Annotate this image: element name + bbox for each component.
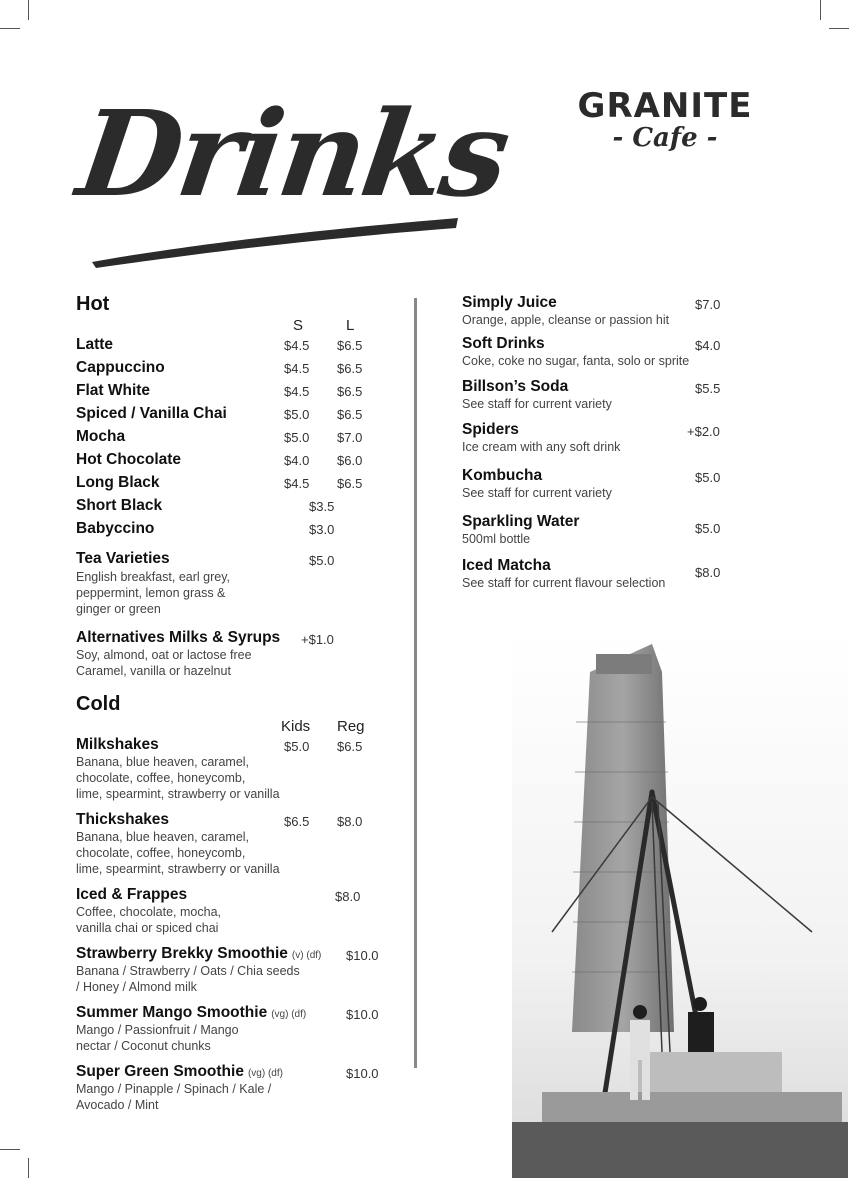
item-name: Tea Varieties	[76, 550, 170, 567]
item-name: Mocha	[76, 428, 126, 445]
crop-mark	[829, 28, 849, 29]
price-small: $5.0	[284, 407, 310, 422]
item-name: Short Black	[76, 497, 163, 514]
column-header-regular: Reg	[337, 718, 365, 735]
price-large: $7.0	[337, 430, 363, 445]
price-small: $4.5	[284, 338, 310, 353]
item-price: $5.5	[695, 381, 721, 396]
item-name: Iced & Frappes	[76, 886, 188, 903]
item-name: Flat White	[76, 382, 151, 399]
price-large: $6.5	[337, 361, 363, 376]
logo-main-text: GRANITE	[577, 86, 753, 126]
price-small: $4.5	[284, 361, 310, 376]
section-heading-cold: Cold	[76, 693, 121, 715]
item-description: Caramel, vanilla or hazelnut	[76, 664, 231, 678]
item-price: $5.0	[695, 521, 721, 536]
price-large: $6.5	[337, 407, 363, 422]
crop-mark	[0, 28, 20, 29]
item-description: Coffee, chocolate, mocha,	[76, 905, 221, 919]
item-name	[76, 1004, 306, 1022]
item-description: nectar / Coconut chunks	[76, 1039, 211, 1053]
column-header-kids: Kids	[281, 718, 311, 735]
price-small: $4.5	[284, 384, 310, 399]
granite-tower-photo	[512, 632, 848, 1178]
item-price: $8.0	[695, 565, 721, 580]
item-description: vanilla chai or spiced chai	[76, 921, 219, 935]
item-description: English breakfast, earl grey,	[76, 570, 231, 584]
price-kids: $5.0	[284, 739, 310, 754]
item-name: Spiders	[462, 421, 519, 438]
column-divider	[414, 298, 417, 1068]
price-regular: $8.0	[337, 814, 363, 829]
item-name: Milkshakes	[76, 736, 159, 753]
item-price: $10.0	[346, 1007, 379, 1022]
item-description: lime, spearmint, strawberry or vanilla	[76, 862, 280, 876]
title-block	[70, 84, 516, 275]
item-description: chocolate, coffee, honeycomb,	[76, 846, 246, 860]
item-price: $4.0	[695, 338, 721, 353]
logo-sub-text: - Cafe -	[612, 123, 718, 153]
item-name-text: Super Green Smoothie	[76, 1063, 244, 1080]
cafe-logo	[574, 88, 756, 152]
item-description: Mango / Passionfruit / Mango	[76, 1023, 239, 1037]
item-name: Iced Matcha	[462, 557, 551, 574]
item-description: See staff for current variety	[462, 486, 612, 500]
item-name: Soft Drinks	[462, 335, 545, 352]
price-small: $4.5	[284, 476, 310, 491]
item-name: Billson’s Soda	[462, 378, 569, 395]
item-description: peppermint, lemon grass &	[76, 586, 226, 600]
price-regular: $6.5	[337, 739, 363, 754]
item-description: chocolate, coffee, honeycomb,	[76, 771, 246, 785]
item-price: $3.5	[309, 499, 335, 514]
diet-tag: (vg) (df)	[271, 1009, 307, 1020]
item-name: Kombucha	[462, 467, 543, 484]
price-small: $4.0	[284, 453, 310, 468]
item-description: Orange, apple, cleanse or passion hit	[462, 313, 670, 327]
crop-mark	[820, 0, 821, 20]
item-description: Mango / Pinapple / Spinach / Kale /	[76, 1082, 272, 1096]
column-header-large: L	[346, 317, 355, 334]
price-small: $5.0	[284, 430, 310, 445]
item-description: Banana, blue heaven, caramel,	[76, 830, 250, 844]
item-description: See staff for current variety	[462, 397, 612, 411]
diet-tag: (vg) (df)	[247, 1068, 283, 1079]
column-header-small: S	[293, 317, 304, 334]
item-description: Soy, almond, oat or lactose free	[76, 648, 252, 662]
item-price: $3.0	[309, 522, 335, 537]
item-name: Thickshakes	[76, 811, 170, 828]
diet-tag: (v) (df)	[291, 950, 322, 961]
item-description: / Honey / Almond milk	[76, 980, 197, 994]
item-description: Ice cream with any soft drink	[462, 440, 621, 454]
item-name: Latte	[76, 336, 114, 353]
crop-mark	[28, 0, 29, 20]
item-name: Simply Juice	[462, 294, 557, 311]
item-description: 500ml bottle	[462, 532, 531, 546]
price-large: $6.5	[337, 476, 363, 491]
page-title: Drinks	[70, 84, 516, 223]
swoosh-underline-icon	[90, 210, 460, 270]
item-name: Babyccino	[76, 520, 155, 537]
section-heading-hot: Hot	[76, 293, 110, 315]
item-name: Hot Chocolate	[76, 451, 182, 468]
item-name	[76, 945, 321, 963]
item-price: +$1.0	[301, 632, 334, 647]
item-price: $7.0	[695, 297, 721, 312]
price-kids: $6.5	[284, 814, 310, 829]
item-description: Coke, coke no sugar, fanta, solo or sprite	[462, 354, 690, 368]
price-large: $6.5	[337, 384, 363, 399]
item-name: Long Black	[76, 474, 160, 491]
item-name: Cappuccino	[76, 359, 165, 376]
item-name-text: Summer Mango Smoothie	[76, 1004, 268, 1021]
item-price: $5.0	[309, 553, 335, 568]
item-description: lime, spearmint, strawberry or vanilla	[76, 787, 280, 801]
crop-mark	[28, 1158, 29, 1178]
item-name: Sparkling Water	[462, 513, 580, 530]
item-description: Avocado / Mint	[76, 1098, 159, 1112]
item-price: +$2.0	[687, 424, 720, 439]
item-name	[76, 1063, 283, 1081]
item-description: See staff for current flavour selection	[462, 576, 666, 590]
price-large: $6.5	[337, 338, 363, 353]
crop-mark	[0, 1149, 20, 1150]
price-large: $6.0	[337, 453, 363, 468]
item-price: $5.0	[695, 470, 721, 485]
item-description: ginger or green	[76, 602, 161, 616]
item-price: $10.0	[346, 1066, 379, 1081]
item-price: $8.0	[335, 889, 361, 904]
item-price: $10.0	[346, 948, 379, 963]
item-description: Banana, blue heaven, caramel,	[76, 755, 250, 769]
item-description: Banana / Strawberry / Oats / Chia seeds	[76, 964, 300, 978]
item-name-text: Strawberry Brekky Smoothie	[76, 945, 288, 962]
item-name: Spiced / Vanilla Chai	[76, 405, 227, 422]
item-name: Alternatives Milks & Syrups	[76, 629, 281, 646]
